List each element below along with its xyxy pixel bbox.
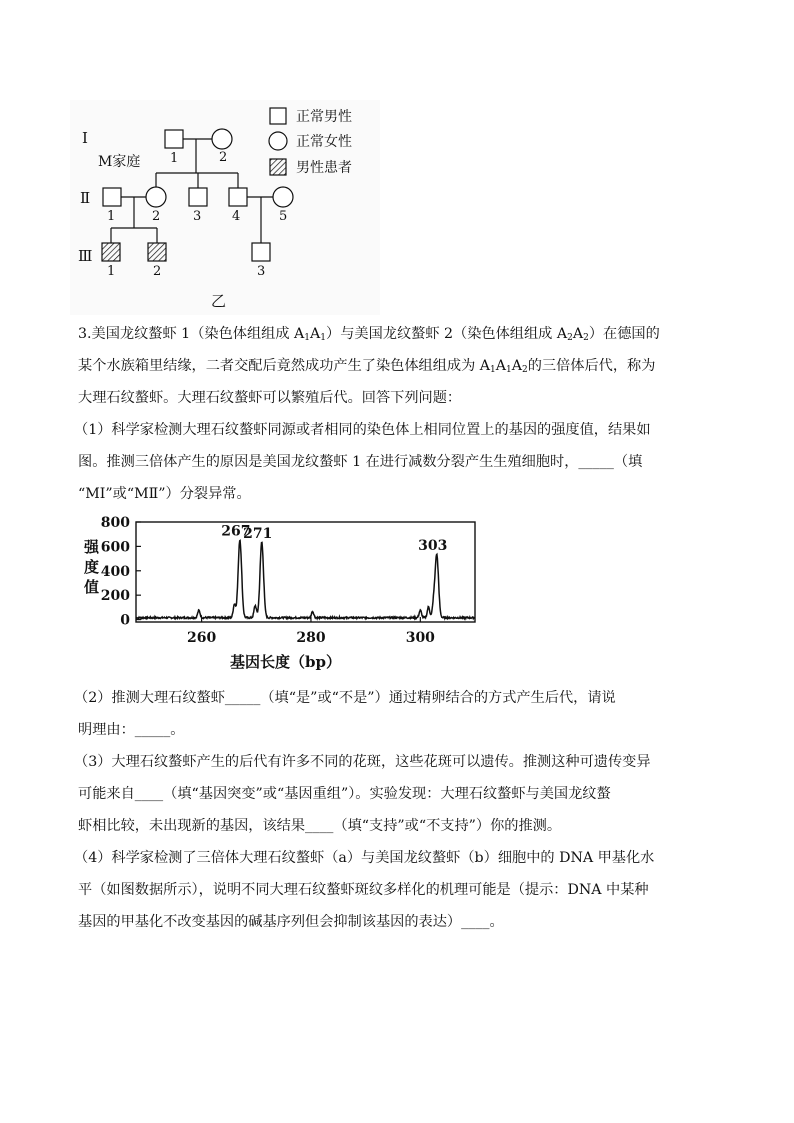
legend-normal-female: 正常女性 bbox=[296, 134, 352, 150]
q3-line-2: 可能来自____（填“基因突变”或“基因重组”）。实验发现：大理石纹螯虾与美国龙纹螯 bbox=[78, 786, 611, 802]
intro-line-2: 某个水族箱里结缘，二者交配后竟然成功产生了染色体组组成为 $A_1A_1A_2$的三倍体后代，称为 bbox=[78, 358, 656, 375]
question-intro bbox=[74, 318, 718, 510]
y-tick-label: 600 bbox=[100, 539, 130, 556]
y-axis-label: 值 bbox=[84, 578, 100, 596]
q1-line-3: “MⅠ”或“MⅡ”）分裂异常。 bbox=[78, 486, 251, 502]
y-tick-label: 400 bbox=[100, 563, 130, 580]
legend-affected-male: 男性患者 bbox=[296, 160, 352, 176]
pedigree-II-3-male bbox=[189, 188, 207, 206]
pedigree-number: 4 bbox=[232, 209, 241, 224]
pedigree-number: 1 bbox=[107, 209, 116, 224]
y-tick-label: 200 bbox=[100, 588, 130, 605]
x-axis-label: 基因长度（bp） bbox=[230, 653, 341, 671]
intensity-chart bbox=[70, 512, 490, 674]
pedigree-number: 1 bbox=[170, 151, 179, 166]
generation-label-1: Ⅰ bbox=[82, 129, 88, 147]
y-axis-label: 强 bbox=[84, 538, 100, 556]
pedigree-number: 3 bbox=[257, 264, 266, 279]
pedigree-number: 2 bbox=[153, 264, 162, 279]
peak-label-303: 303 bbox=[418, 538, 448, 555]
intro-line-1: 3.美国龙纹螯虾 1（染色体组组成 $A_1A_1$）与美国龙纹螯虾 2（染色体组组成 $A_2A_2$）在德国的 bbox=[78, 326, 660, 343]
legend-normal-male-icon bbox=[270, 108, 286, 124]
pedigree-II-4-male bbox=[229, 188, 247, 206]
pedigree-number: 2 bbox=[152, 209, 161, 224]
pedigree-III-1-affected-male bbox=[102, 243, 120, 261]
q3-line-3: 虾相比较，未出现新的基因，该结果____（填“支持”或“不支持”）你的推测。 bbox=[78, 818, 562, 834]
y-axis-label: 度 bbox=[84, 558, 100, 576]
q2-line-2: 明理由：_____。 bbox=[78, 722, 185, 738]
pedigree-number: 5 bbox=[279, 209, 288, 224]
pedigree-II-5-female bbox=[273, 187, 293, 207]
q4-line-2: 平（如图数据所示），说明不同大理石纹螯虾斑纹多样化的机理可能是（提示：DNA 中某种 bbox=[78, 882, 649, 898]
q4-line-1: （4）科学家检测了三倍体大理石纹螯虾（a）与美国龙纹螯虾（b）细胞中的 DNA 甲基化水 bbox=[74, 850, 655, 866]
pedigree-III-3-male bbox=[252, 243, 270, 261]
question-rest bbox=[74, 682, 718, 938]
pedigree-number: 2 bbox=[219, 150, 228, 165]
family-label: M家庭 bbox=[98, 154, 141, 170]
chart-frame bbox=[136, 522, 475, 622]
q2-line-1: （2）推测大理石纹螯虾_____（填“是”或“不是”）通过精卵结合的方式产生后代，请说 bbox=[74, 690, 616, 706]
pedigree-II-2-female bbox=[146, 187, 166, 207]
generation-label-2: Ⅱ bbox=[80, 189, 91, 207]
pedigree-number: 3 bbox=[193, 209, 202, 224]
x-tick-label: 260 bbox=[186, 630, 217, 646]
pedigree-number: 1 bbox=[107, 264, 116, 279]
q1-line-1: （1）科学家检测大理石纹螯虾同源或者相同的染色体上相同位置上的基因的强度值，结果如 bbox=[74, 422, 651, 438]
pedigree-II-1-male bbox=[103, 188, 121, 206]
y-tick-label: 0 bbox=[120, 612, 130, 629]
pedigree-figure bbox=[70, 100, 380, 315]
peak-label-267: 267 bbox=[221, 523, 251, 540]
pedigree-I-1-male bbox=[165, 130, 183, 148]
legend-normal-female-icon bbox=[269, 132, 287, 150]
x-tick-label: 280 bbox=[296, 630, 326, 646]
pedigree-III-2-affected-male bbox=[148, 243, 166, 261]
x-tick-label: 300 bbox=[405, 630, 435, 646]
peak-label-271: 271 bbox=[243, 525, 273, 542]
q1-line-2: 图。推测三倍体产生的原因是美国龙纹螯虾 1 在进行减数分裂产生生殖细胞时，_____（填 bbox=[78, 454, 643, 470]
legend-affected-male-icon bbox=[270, 159, 286, 175]
generation-label-3: Ⅲ bbox=[78, 247, 93, 265]
q4-line-3: 基因的甲基化不改变基因的碱基序列但会抑制该基因的表达）____。 bbox=[78, 914, 504, 930]
pedigree-I-2-female bbox=[212, 129, 232, 149]
intro-line-3: 大理石纹螯虾。大理石纹螯虾可以繁殖后代。回答下列问题： bbox=[78, 390, 462, 406]
y-tick-label: 800 bbox=[100, 515, 130, 531]
legend-normal-male: 正常男性 bbox=[296, 109, 352, 125]
q3-line-1: （3）大理石纹螯虾产生的后代有许多不同的花斑，这些花斑可以遗传。推测这种可遗传变异 bbox=[74, 754, 651, 770]
figure-label: 乙 bbox=[211, 292, 227, 310]
